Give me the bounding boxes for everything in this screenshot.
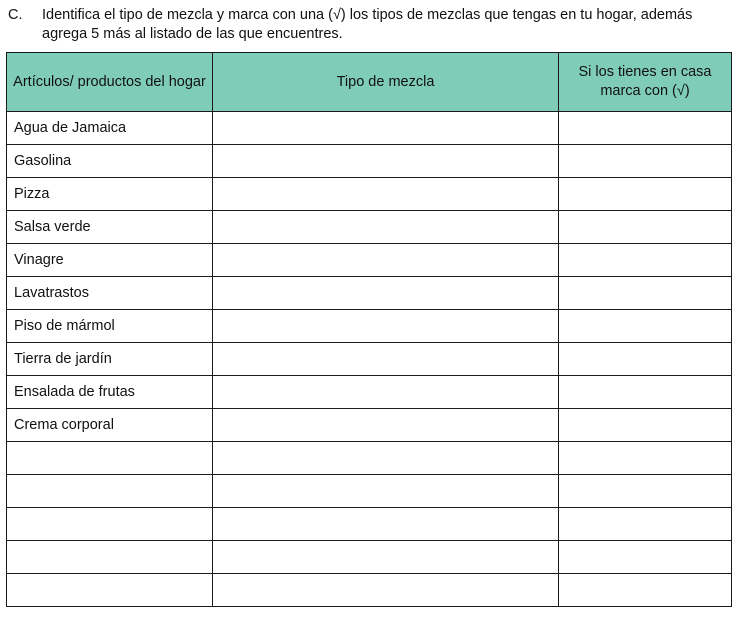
check-cell[interactable] [559,211,732,244]
product-cell: Pizza [7,178,213,211]
table-row [7,310,732,343]
check-cell[interactable] [559,541,732,574]
table-row [7,112,732,145]
check-cell[interactable] [559,409,732,442]
check-cell[interactable] [559,277,732,310]
table-row [7,178,732,211]
instruction [8,6,733,44]
mixture-type-cell[interactable] [213,277,559,310]
instruction-letter: C. [8,7,23,23]
product-cell [7,574,213,607]
product-cell [7,442,213,475]
check-cell[interactable] [559,145,732,178]
mixture-type-cell[interactable] [213,145,559,178]
mixture-type-cell[interactable] [213,475,559,508]
header-products: Artículos/ productos del hogar [7,53,213,112]
table-row [7,211,732,244]
product-cell: Piso de mármol [7,310,213,343]
mixture-type-cell[interactable] [213,541,559,574]
mixture-table [6,52,732,607]
table-body [7,112,732,607]
product-cell: Agua de Jamaica [7,112,213,145]
product-cell: Vinagre [7,244,213,277]
product-cell [7,541,213,574]
product-cell: Tierra de jardín [7,343,213,376]
mixture-type-cell[interactable] [213,211,559,244]
product-cell [7,508,213,541]
product-cell: Gasolina [7,145,213,178]
product-cell: Salsa verde [7,211,213,244]
table-row [7,376,732,409]
header-mixture-type: Tipo de mezcla [213,53,559,112]
check-cell[interactable] [559,508,732,541]
mixture-type-cell[interactable] [213,343,559,376]
mixture-type-cell[interactable] [213,574,559,607]
table-row [7,442,732,475]
check-cell[interactable] [559,376,732,409]
mixture-type-cell[interactable] [213,112,559,145]
check-cell[interactable] [559,244,732,277]
mixture-type-cell[interactable] [213,178,559,211]
product-cell: Lavatrastos [7,277,213,310]
table-row [7,409,732,442]
check-cell[interactable] [559,475,732,508]
table-row [7,244,732,277]
table-row [7,508,732,541]
table-row [7,277,732,310]
product-cell: Ensalada de frutas [7,376,213,409]
table-row [7,574,732,607]
check-cell[interactable] [559,574,732,607]
instruction-text: Identifica el tipo de mezcla y marca con una (√) los tipos de mezclas que tengas en tu hogar, además agrega 5 más al listado de las que encuentres. [42,7,693,42]
table-row [7,145,732,178]
mixture-type-cell[interactable] [213,244,559,277]
check-cell[interactable] [559,310,732,343]
mixture-type-cell[interactable] [213,409,559,442]
table-row [7,343,732,376]
check-cell[interactable] [559,112,732,145]
check-cell[interactable] [559,442,732,475]
mixture-type-cell[interactable] [213,442,559,475]
check-cell[interactable] [559,178,732,211]
product-cell: Crema corporal [7,409,213,442]
table-row [7,541,732,574]
mixture-type-cell[interactable] [213,310,559,343]
header-check-home: Si los tienes en casa marca con (√) [559,53,732,112]
mixture-type-cell[interactable] [213,508,559,541]
table-row [7,475,732,508]
check-cell[interactable] [559,343,732,376]
table-header-row [7,53,732,112]
product-cell [7,475,213,508]
mixture-type-cell[interactable] [213,376,559,409]
